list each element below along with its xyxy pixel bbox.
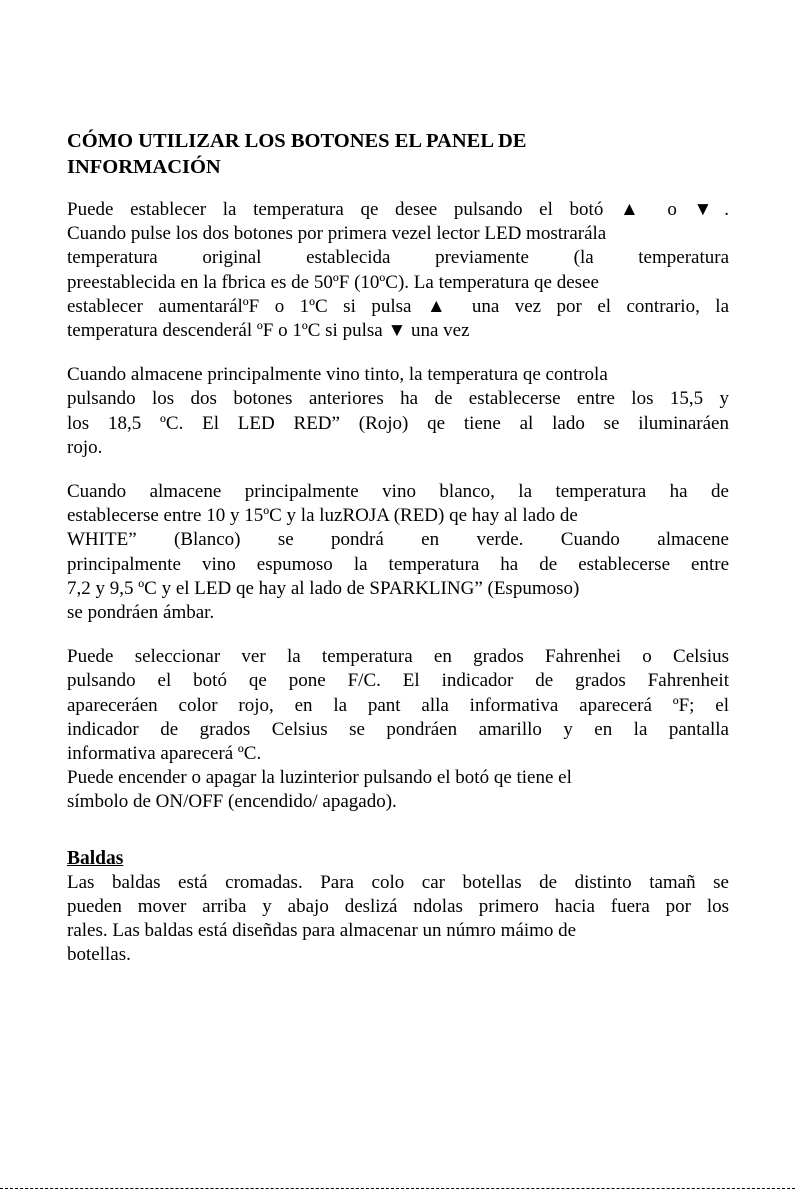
- text-line: pulsando los dos botones anteriores ha de establecerse entre los 15,5 y: [67, 388, 729, 410]
- text-line: Puede establecer la temperatura qe desee pulsando el botó ▲ o ▼.: [67, 199, 729, 220]
- text-line: preestablecida en la fbrica es de 50ºF (10ºC). La temperatura qe desee: [67, 271, 599, 293]
- baldas-heading: Baldas: [67, 847, 124, 869]
- text-line: rales. Las baldas está diseñdas para almacenar un númro máimo de: [67, 920, 577, 942]
- text-line: se pondráen ámbar.: [67, 602, 215, 624]
- text-line: pueden mover arriba y abajo deslizá ndolas primero hacia fuera por los: [67, 895, 729, 917]
- heading-line-1: CÓMO UTILIZAR LOS BOTONES EL PANEL DE: [67, 130, 527, 152]
- text-line: botellas.: [67, 944, 131, 966]
- text-line: 7,2 y 9,5 ºC y el LED qe hay al lado de SPARKLING” (Espumoso): [67, 577, 580, 599]
- text-line: Puede seleccionar ver la temperatura en grados Fahrenhei o Celsius: [67, 646, 729, 668]
- text-line: Cuando almacene principalmente vino tinto, la temperatura qe controla: [67, 364, 608, 386]
- text-line: los 18,5 ºC. El LED RED” (Rojo) qe tiene al lado se iluminaráen: [67, 412, 729, 434]
- text-line: temperatura original establecida previamente (la temperatura: [67, 247, 729, 269]
- text-line: Cuando pulse los dos botones por primera vezel lector LED mostrarála: [67, 223, 607, 245]
- text-line: Cuando almacene principalmente vino blanco, la temperatura ha de: [67, 481, 729, 503]
- text-line: establecerse entre 10 y 15ºC y la luzROJA (RED) qe hay al lado de: [67, 505, 578, 527]
- paragraph-units-and-light: [67, 645, 729, 814]
- text-line: principalmente vino espumoso la temperatura ha de establecerse entre: [67, 553, 729, 575]
- text-line: Las baldas está cromadas. Para colo car botellas de distinto tamañ se: [67, 871, 729, 893]
- text-line: establecer aumentarálºF o 1ºC si pulsa ▲ una vez por el contrario, la: [67, 295, 729, 317]
- text-line: símbolo de ON/OFF (encendido/ apagado).: [67, 791, 397, 813]
- text-line: pulsando el botó qe pone F/C. El indicador de grados Fahrenheit: [67, 670, 729, 692]
- text-line: apareceráen color rojo, en la pant alla informativa aparecerá ºF; el: [67, 694, 729, 716]
- text-line: temperatura descenderál ºF o 1ºC si pulsa ▼ una vez: [67, 320, 470, 342]
- paragraph-shelves: [67, 871, 729, 968]
- text-line: Puede encender o apagar la luzinterior pulsando el botó qe tiene el: [67, 767, 572, 789]
- text-line: WHITE” (Blanco) se pondrá en verde. Cuando almacene: [67, 529, 729, 551]
- text-line: informativa aparecerá ºC.: [67, 743, 262, 765]
- page-bottom-rule: [0, 1188, 795, 1189]
- paragraph-red-wine: [67, 363, 729, 460]
- text-line: indicador de grados Celsius se pondráen amarillo y en la pantalla: [67, 718, 729, 740]
- section-heading: [67, 128, 729, 180]
- paragraph-temperature-buttons: [67, 198, 729, 343]
- text-line: rojo.: [67, 436, 103, 458]
- document-page: [67, 128, 729, 967]
- heading-line-2: INFORMACIÓN: [67, 156, 221, 178]
- paragraph-white-sparkling-wine: [67, 480, 729, 625]
